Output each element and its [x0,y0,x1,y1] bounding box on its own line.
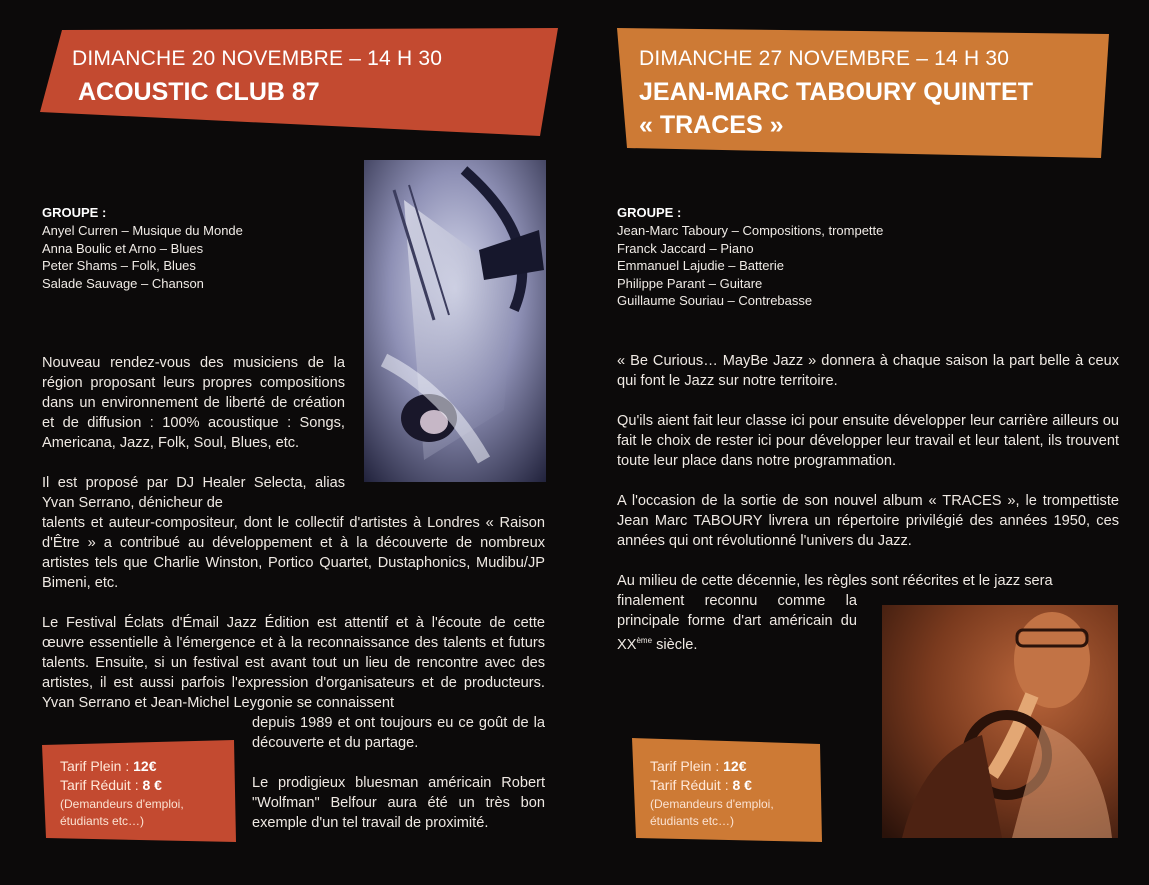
left-paragraph-3: talents et auteur-compositeur, dont le collectif d'artistes à Londres « Raison d'Être » a contribué au développement et à la découverte de nombreux artistes tels que Charlie Winston, Portico Quartet, Dustaphonics, Mudibu/JP Bimeni, etc. [42,515,545,591]
left-event-banner [40,28,560,138]
left-event-title: ACOUSTIC CLUB 87 [78,78,320,106]
right-event-title-line1: JEAN-MARC TABOURY QUINTET [639,78,1033,106]
left-members-list [42,222,243,292]
right-paragraph-3: A l'occasion de la sortie de son nouvel album « TRACES », le trompettiste Jean Marc TABOURY livrera un répertoire privilégié des années 1950, ces années qui ont révolutionné l'univers du Jazz. [617,493,1119,549]
left-tarif-note: (Demandeurs d'emploi, étudiants etc…) [60,797,184,828]
left-harp-photo [364,160,546,482]
list-item: Emmanuel Lajudie – Batterie [617,258,784,273]
right-tarif-reduit: Tarif Réduit : 8 € [650,777,752,793]
left-tarif-reduit: Tarif Réduit : 8 € [60,777,162,793]
list-item: Anyel Curren – Musique du Monde [42,223,243,238]
left-tarif-reduit-value: 8 € [142,777,162,793]
left-paragraph-1: Nouveau rendez-vous des musiciens de la région proposant leurs propres compositions dans un environnement de liberté de création et de diffusion : 100% acoustique : Songs, Americana, Jazz, Folk, Soul, Blues, etc. [42,355,345,451]
right-trumpet-photo [882,605,1118,838]
left-tarif-box [42,740,236,842]
list-item: Peter Shams – Folk, Blues [42,258,196,273]
right-event [575,0,1149,885]
list-item: Philippe Parant – Guitare [617,275,763,291]
right-paragraph-1: « Be Curious… MayBe Jazz » donnera à chaque saison la part belle à ceux qui font le Jazz sur notre territoire. [617,353,1119,389]
right-tarif-box [632,738,822,842]
right-paragraph-5: finalement reconnu comme la principale forme d'art américain du XXème siècle. [617,593,857,653]
list-item: Jean-Marc Taboury – Compositions, trompette [617,223,884,238]
right-event-title-line2: « TRACES » [639,111,784,139]
list-item: Anna Boulic et Arno – Blues [42,240,204,256]
left-groupe-label: GROUPE : [42,205,107,220]
list-item: Salade Sauvage – Chanson [42,275,204,291]
right-paragraph-4: Au milieu de cette décennie, les règles sont réécrites et le jazz sera [617,573,1053,589]
right-tarif-note: (Demandeurs d'emploi, étudiants etc…) [650,797,774,828]
left-event-date: DIMANCHE 20 NOVEMBRE – 14 H 30 [72,47,443,70]
left-paragraph-5: depuis 1989 et ont toujours eu ce goût de la découverte et du partage. [252,715,545,751]
left-paragraph-4: Le Festival Éclats d'Émail Jazz Édition est attentif et à l'écoute de cette œuvre essentielle à l'émergence et à la reconnaissance des talents et futurs talents. Ensuite, si un festival est avant tout un lieu de rencontre avec des artistes, il est aussi parfois l'expression d'organisateurs et de producteurs. Yvan Serrano et Jean-Michel Leygonie se connaissent [42,615,545,711]
right-tarif-reduit-value: 8 € [732,777,752,793]
left-tarif-plein-value: 12€ [133,758,157,774]
left-paragraph-2: Il est proposé par DJ Healer Selecta, alias Yvan Serrano, dénicheur de [42,475,345,511]
left-paragraph-6: Le prodigieux bluesman américain Robert "Wolfman" Belfour aura été un très bon exemple d'un tel travail de proximité. [252,775,545,831]
right-paragraph-2: Qu'ils aient fait leur classe ici pour ensuite développer leur carrière ailleurs ou fait le choix de rester ici pour développer leur travail et leur talent, ils trouvent toute leur place dans notre programmation. [617,413,1119,469]
right-tarif-plein: Tarif Plein : 12€ [650,758,747,774]
superscript-eme: ème [636,636,653,645]
right-groupe-label: GROUPE : [617,205,682,220]
right-event-date: DIMANCHE 27 NOVEMBRE – 14 H 30 [639,47,1010,70]
left-tarif-plein: Tarif Plein : 12€ [60,758,157,774]
list-item: Franck Jaccard – Piano [617,240,754,256]
right-event-banner [615,28,1109,158]
right-tarif-plein-value: 12€ [723,758,747,774]
right-members-list [617,222,883,310]
list-item: Guillaume Souriau – Contrebasse [617,293,813,308]
